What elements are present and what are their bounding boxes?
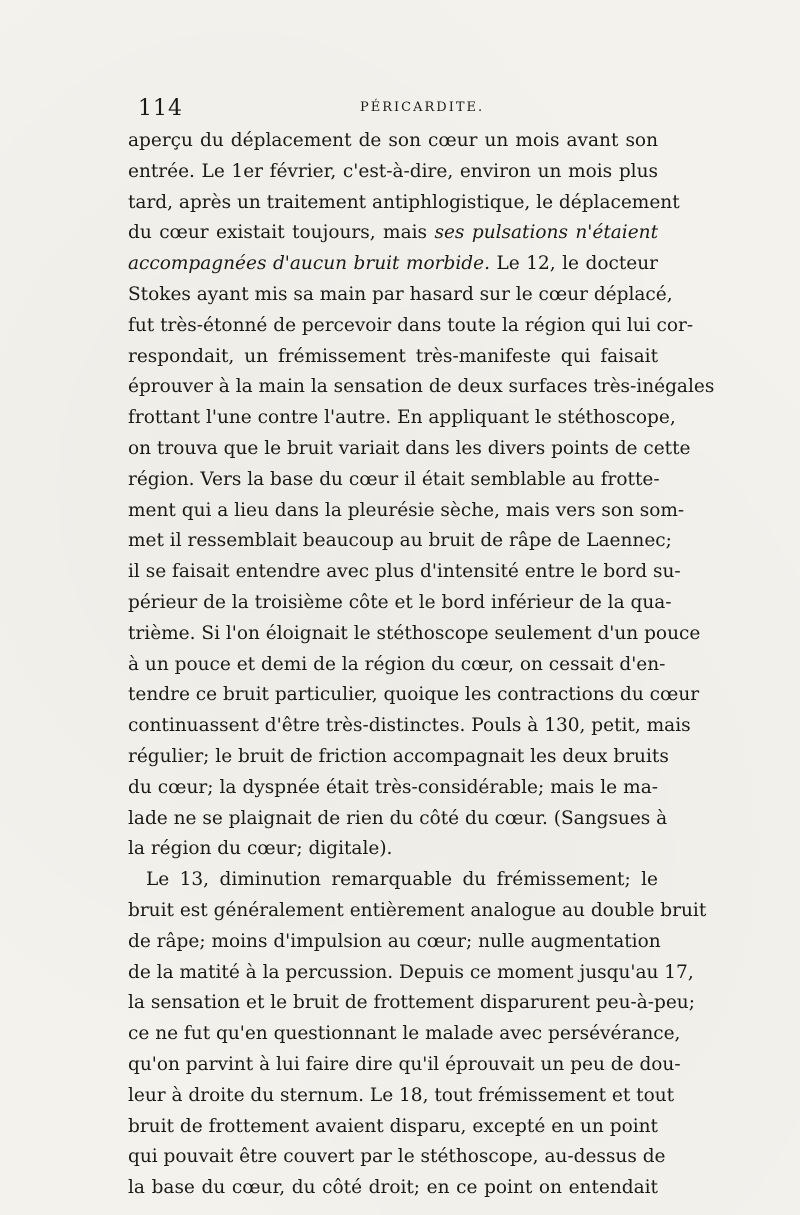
text-line — [128, 1112, 658, 1143]
text-segment: ce ne fut qu'en questionnant le malade avec persévérance, — [128, 1023, 681, 1045]
page-number: 114 — [138, 96, 183, 121]
text-segment: qui pouvait être couvert par le stéthoscope, au-dessus de — [128, 1146, 666, 1168]
text-segment: aperçu du déplacement de son cœur un mois avant son — [128, 130, 658, 151]
body-text — [128, 126, 715, 1204]
text-segment: région. Vers la base du cœur il était semblable au frotte- — [128, 468, 660, 490]
text-line — [128, 526, 672, 557]
text-line — [128, 680, 700, 711]
text-line — [128, 249, 658, 280]
text-segment: la sensation et le bruit de frottement disparurent peu-à-peu; — [128, 992, 695, 1014]
text-line — [128, 1081, 675, 1112]
text-segment: tendre ce bruit particulier, quoique les contractions du cœur — [128, 684, 700, 706]
text-line — [128, 958, 694, 989]
italic-segment: ses pulsations n'étaient — [434, 222, 659, 244]
text-line — [128, 865, 658, 896]
text-segment: met il ressemblait beaucoup au bruit de râpe de Laennec; — [128, 530, 672, 552]
text-line — [128, 711, 691, 742]
text-segment: entrée. Le 1er février, c'est-à-dire, environ un mois plus — [128, 160, 658, 182]
text-line — [128, 988, 695, 1019]
text-line — [128, 1142, 666, 1173]
text-segment: continuassent d'être très-distinctes. Pouls à 130, petit, mais — [128, 715, 691, 737]
text-line — [128, 403, 676, 434]
text-line — [128, 927, 661, 958]
text-segment: fut très-étonné de percevoir dans toute la région qui lui cor- — [128, 314, 694, 336]
text-segment: de râpe; moins d'impulsion au cœur; nulle augmentation — [128, 930, 661, 952]
text-line — [128, 1050, 681, 1081]
text-line — [128, 1019, 681, 1050]
italic-segment: accompagnées d'aucun bruit morbide. — [128, 253, 490, 275]
text-segment: Stokes ayant mis sa main par hasard sur le cœur déplacé, — [128, 283, 673, 305]
text-segment: la base du cœur, du côté droit; en ce point on entendait — [128, 1177, 658, 1199]
text-segment: respondait, un frémissement très-manifeste qui faisait — [128, 345, 658, 367]
text-segment: à un pouce et demi de la région du cœur, on cessait d'en- — [128, 653, 666, 675]
text-line — [128, 126, 658, 157]
text-line — [128, 650, 666, 681]
text-segment: il se faisait entendre avec plus d'intensité entre le bord su- — [128, 561, 681, 583]
text-segment: régulier; le bruit de friction accompagnait les deux bruits — [128, 745, 669, 767]
text-segment: trième. Si l'on éloignait le stéthoscope seulement d'un pouce — [128, 622, 701, 644]
text-line — [128, 342, 658, 373]
text-line — [128, 834, 658, 865]
text-line — [128, 280, 673, 311]
text-segment: leur à droite du sternum. Le 18, tout frémissement et tout — [128, 1084, 675, 1106]
text-line — [128, 434, 691, 465]
text-line — [128, 588, 672, 619]
text-line — [128, 372, 715, 403]
text-segment: frottant l'une contre l'autre. En appliquant le stéthoscope, — [128, 407, 676, 429]
text-line — [128, 619, 701, 650]
text-line — [128, 1173, 658, 1204]
text-segment: du cœur existait toujours, mais — [128, 222, 435, 244]
text-line — [128, 496, 685, 527]
text-line — [128, 157, 658, 188]
text-line — [128, 465, 658, 496]
text-segment: la région du cœur; digitale). — [128, 838, 393, 860]
text-line — [128, 218, 658, 249]
text-segment: on trouva que le bruit variait dans les divers points de cette — [128, 437, 691, 459]
text-segment: Le 12, le docteur — [489, 253, 658, 275]
text-segment: bruit de frottement avaient disparu, excepté en un point — [128, 1115, 658, 1137]
text-line — [128, 188, 680, 219]
text-line — [128, 742, 669, 773]
text-line — [128, 773, 658, 804]
text-line — [128, 896, 707, 927]
text-segment: lade ne se plaignait de rien du côté du cœur. (Sangsues à — [128, 807, 668, 829]
text-segment: qu'on parvint à lui faire dire qu'il éprouvait un peu de dou- — [128, 1053, 681, 1075]
text-line — [128, 804, 668, 835]
text-segment: Le 13, diminution remarquable du frémissement; le — [146, 869, 658, 891]
text-line — [128, 557, 681, 588]
text-segment: périeur de la troisième côte et le bord inférieur de la qua- — [128, 591, 672, 613]
page-header — [138, 96, 658, 124]
running-head: PÉRICARDITE. — [360, 100, 485, 115]
text-segment: de la matité à la percussion. Depuis ce moment jusqu'au 17, — [128, 961, 694, 983]
text-segment: ment qui a lieu dans la pleurésie sèche, mais vers son som- — [128, 499, 685, 521]
text-segment: bruit est généralement entièrement analogue au double bruit — [128, 899, 707, 921]
text-segment: éprouver à la main la sensation de deux surfaces très-inégales — [128, 376, 715, 398]
text-segment: tard, après un traitement antiphlogistique, le déplacement — [128, 191, 680, 213]
text-line — [128, 311, 694, 342]
text-segment: du cœur; la dyspnée était très-considérable; mais le ma- — [128, 776, 658, 798]
